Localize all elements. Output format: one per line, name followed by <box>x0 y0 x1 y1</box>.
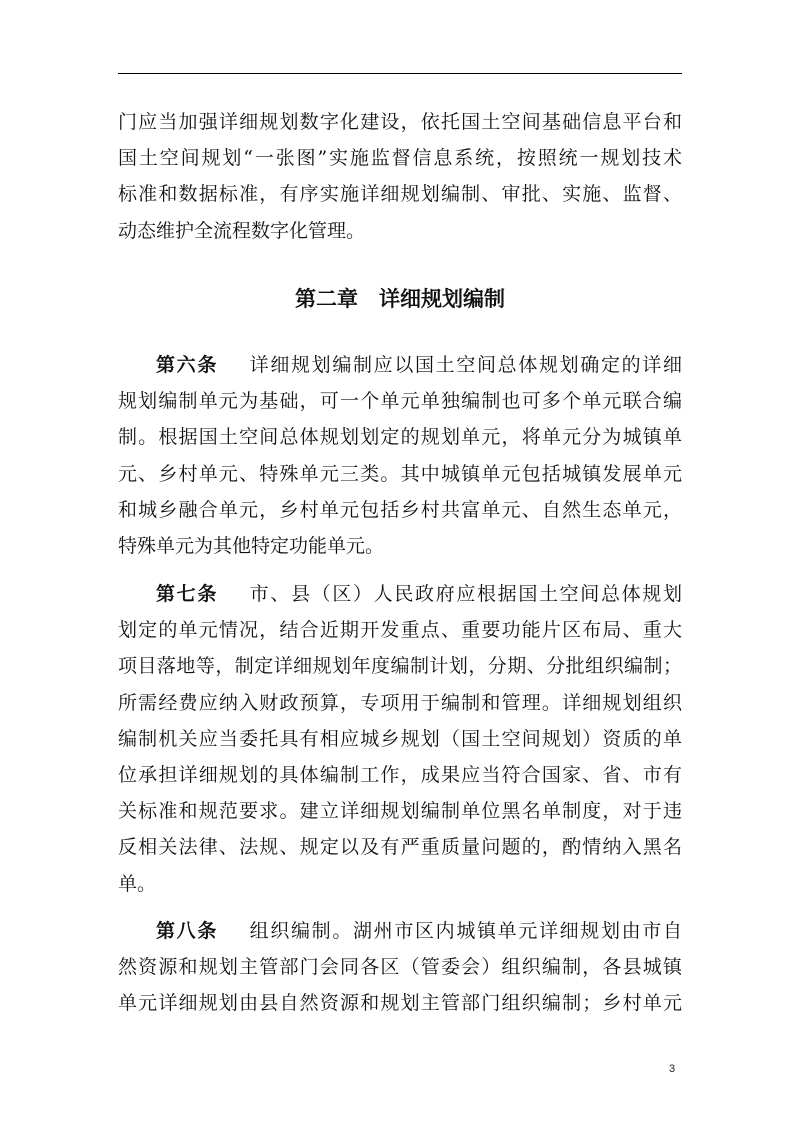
text-line: 国土空间规划“一张图”实施监督信息系统，按照统一规划技术 <box>118 147 682 170</box>
article-6 <box>118 347 682 564</box>
text-line: 位承担详细规划的具体编制工作，成果应当符合国家、省、市有 <box>118 764 682 787</box>
text-line: 制。根据国土空间总体规划划定的规划单元，将单元分为城镇单 <box>118 426 682 449</box>
header-rule <box>118 73 682 74</box>
text-line: 项目落地等，制定详细规划年度编制计划，分期、分批组织编制； <box>118 655 682 678</box>
text-line: 反相关法律、法规、规定以及有严重质量问题的，酌情纳入黑名 <box>118 836 682 859</box>
text-line: 规划编制单元为基础，可一个单元单独编制也可多个单元联合编 <box>118 390 682 413</box>
text-line: 详细规划编制应以国土空间总体规划确定的详细 <box>248 354 682 376</box>
text-line: 门应当加强详细规划数字化建设，依托国土空间基础信息平台和 <box>118 111 682 133</box>
article-label: 第七条 <box>156 583 218 605</box>
text-line: 动态维护全流程数字化管理。 <box>118 219 366 242</box>
text-line: 划定的单元情况，结合近期开发重点、重要功能片区布局、重大 <box>118 619 682 642</box>
text-line: 然资源和规划主管部门会同各区（管委会）组织编制，各县城镇 <box>118 956 682 979</box>
text-line: 标准和数据标准，有序实施详细规划编制、审批、实施、监督、 <box>118 183 682 206</box>
article-label: 第八条 <box>156 920 218 942</box>
text-line: 和城乡融合单元，乡村单元包括乡村共富单元、自然生态单元， <box>118 498 682 521</box>
article-8 <box>118 913 682 1022</box>
text-line: 特殊单元为其他特定功能单元。 <box>118 535 385 558</box>
text-line: 编制机关应当委托具有相应城乡规划（国土空间规划）资质的单 <box>118 727 682 750</box>
page-number: 3 <box>669 1063 676 1075</box>
article-label: 第六条 <box>156 354 218 376</box>
text-line: 所需经费应纳入财政预算，专项用于编制和管理。详细规划组织 <box>118 691 682 714</box>
text-line: 关标准和规范要求。建立详细规划编制单位黑名单制度，对于违 <box>118 800 682 823</box>
text-line: 市、县（区）人民政府应根据国土空间总体规划 <box>248 583 682 605</box>
continuation-paragraph <box>118 104 682 249</box>
article-7 <box>118 576 682 902</box>
text-line: 单元详细规划由县自然资源和规划主管部门组织编制；乡村单元 <box>118 992 682 1015</box>
text-line: 组织编制。湖州市区内城镇单元详细规划由市自 <box>248 920 682 942</box>
chapter-title: 第二章 详细规划编制 <box>295 287 505 311</box>
text-line: 单。 <box>118 872 157 895</box>
text-line: 元、乡村单元、特殊单元三类。其中城镇单元包括城镇发展单元 <box>118 462 682 485</box>
